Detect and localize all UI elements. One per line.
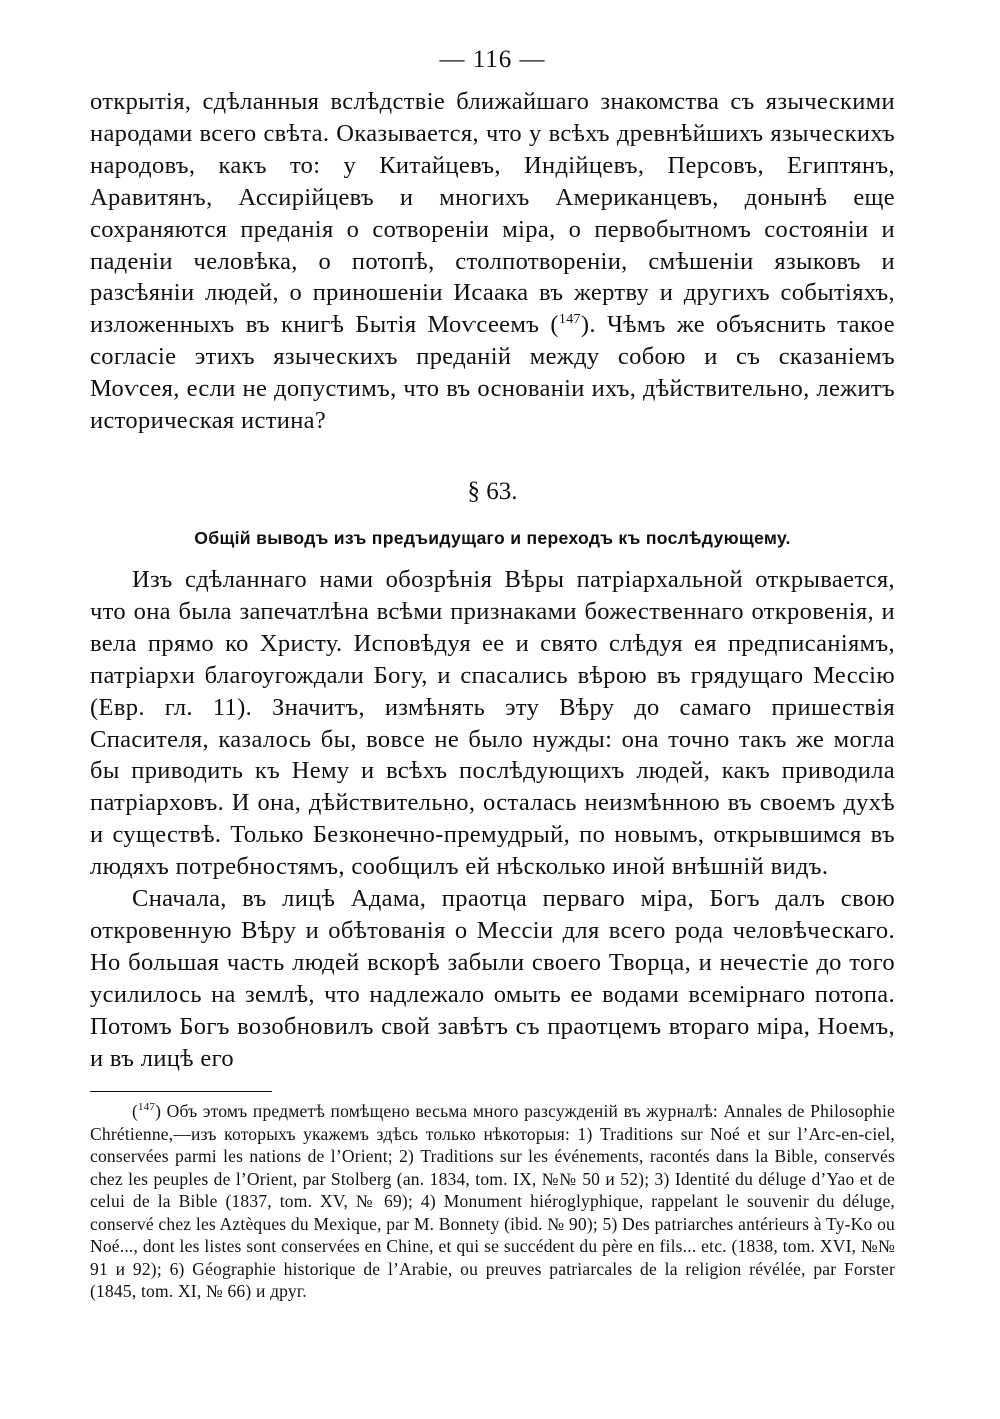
- footnote-reference: 147: [558, 312, 581, 328]
- body-paragraph-1: Изъ сдѣланнаго нами обозрѣнія Вѣры патріархальной открывается, что она была запечатлѣна всѣми признаками божественнаго откровенія, и вела прямо ко Христу. Исповѣдуя ее и свято слѣдуя ея предписаніямъ, патріархи благоугождали Богу, и спасались вѣрою въ грядущаго Мессію (Евр. гл. 11). Значитъ, измѣнять эту Вѣру до самаго пришествія Спасителя, казалось бы, вовсе не было нужды: она точно такъ же могла бы приводить къ Нему и всѣхъ послѣдующихъ людей, какъ приводила патріарховъ. И она, дѣйствительно, осталась неизмѣнною въ своемъ духѣ и существѣ. Только Безконечно-премудрый, по новымъ, открывшимся въ людяхъ потребностямъ, сообщилъ ей нѣсколько иной внѣшній видъ.: [90, 565, 895, 881]
- intro-text-after-ref: ). Чѣмъ же объяснить такое согласіе этихъ языческихъ преданій между собою и съ сказаніемъ Моѵсея, если не допустимъ, что въ основаніи ихъ, дѣйствительно, лежитъ историческая истина?: [90, 311, 895, 435]
- section-number: § 63.: [467, 477, 518, 505]
- body-paragraph-2: Сначала, въ лицѣ Адама, праотца перваго міра, Богъ далъ свою откровенную Вѣру и обѣтованія о Мессіи для всего рода человѣческаго. Но большая часть людей вскорѣ забыли своего Творца, и нечестіе до того усилилось на землѣ, что надлежало омыть ее водами всемірнаго потопа. Потомъ Богъ возобновилъ свой завѣтъ съ праотцемъ втораго міра, Ноемъ, и въ лицѣ его: [90, 885, 895, 1072]
- book-page: [90, 40, 895, 1303]
- footnote-divider: [90, 1091, 272, 1092]
- intro-text-before-ref: открытія, сдѣланныя вслѣдствіе ближайшаго знакомства съ языческими народами всего свѣта. Оказывается, что у всѣхъ древнѣйшихъ языческихъ народовъ, какъ то: у Китайцевъ, Индійцевъ, Персовъ, Египтянъ, Аравитянъ, Ассирійцевъ и многихъ Американцевъ, донынѣ еще сохраняются преданія о сотвореніи міра, о первобытномъ состояніи и паденіи человѣка, о потопѣ, столпотвореніи, смѣшеніи языковъ и разсѣяніи людей, о приношеніи Исаака въ жертву и другихъ событіяхъ, изложенныхъ въ книгѣ Бытія Моѵсеемъ (: [90, 88, 895, 339]
- footnote-number: 147: [138, 1101, 156, 1114]
- footnote-close-paren: ): [155, 1101, 167, 1122]
- intro-paragraph: [90, 86, 895, 437]
- footnote-text: Объ этомъ предметѣ помѣщено весьма много разсужденій въ журналѣ: Annales de Philosophie Chrétienne,—изъ которыхъ укажемъ здѣсь только нѣкоторыя: 1) Traditions sur Noé et sur l’Arc-en-ciel, conservées parmi les nations de l’Orient; 2) Traditions sur les événements, racontés dans la Bible, conservés chez les peuples de l’Orient, par Stolberg (an. 1834, tom. IX, №№ 50 и 52); 3) Identité du déluge d’Yao et de celui de la Bible (1837, tom. XV, № 69); 4) Monument hiéroglyphique, rappelant le souvenir du déluge, conservé chez les Aztèques du Mexique, par M. Bonnety (ibid. № 90); 5) Des patriarches antérieurs à Ty-Ko ou Noé..., dont les listes sont conservées en Chine, et qui se succédent du père en fils... etc. (1838, tom. XVI, №№ 91 и 92); 6) Géographie historique de l’Arabie, ou preuves patriarcales de la religion révélée, par Forster (1845, tom. XI, № 66) и друг.: [90, 1101, 895, 1302]
- footnote-open-paren: (: [132, 1101, 139, 1122]
- page-number: — 116 —: [439, 46, 546, 73]
- section-heading: Общій выводъ изъ предъидущаго и переходъ къ послѣдующему.: [194, 527, 791, 548]
- footnote: [90, 1100, 895, 1303]
